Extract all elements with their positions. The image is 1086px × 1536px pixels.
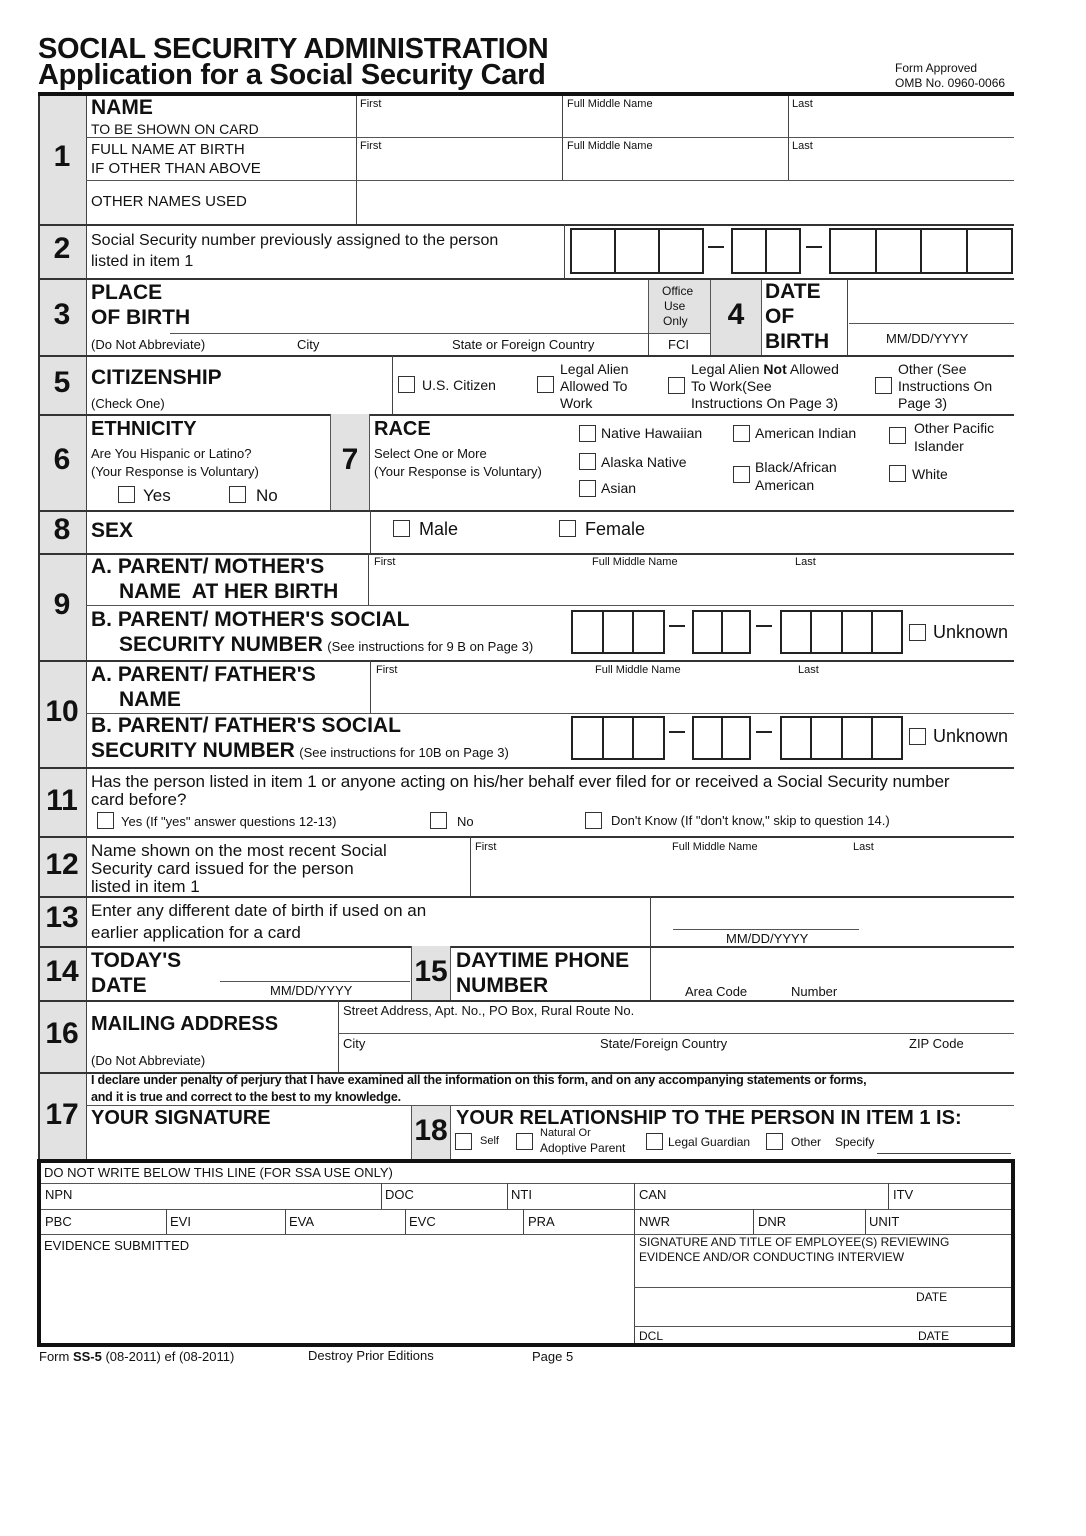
hispanic-no-label: No (256, 486, 278, 505)
prior-card-question-1: Has the person listed in item 1 or anyone acting on his/her behalf ever filed for or received a Social Security number (91, 772, 950, 791)
father-name-title-1: A. PARENT/ FATHER'S (91, 663, 316, 686)
item-number-15: 15 (414, 955, 448, 988)
pbc-field: PBC (45, 1214, 72, 1229)
col-first: First (376, 664, 398, 676)
name-on-card-middle-input[interactable] (564, 112, 786, 136)
place-of-birth-input[interactable] (170, 282, 645, 332)
father-ssn-title-2: SECURITY NUMBER (See instructions for 10B on Page 3) (91, 739, 509, 762)
form-approved: Form Approved (895, 61, 978, 75)
mother-name-input[interactable] (372, 572, 1012, 603)
do-not-abbreviate: (Do Not Abbreviate) (91, 337, 206, 352)
hispanic-question: Are You Hispanic or Latino? (91, 446, 252, 461)
mother-ssn-serial-input[interactable] (780, 610, 903, 654)
destroy-prior-editions: Destroy Prior Editions (308, 1348, 434, 1363)
prior-ssn-group-input[interactable] (731, 228, 801, 274)
other-pacific-label-1: Other Pacific (914, 420, 995, 436)
different-dob-label-1: Enter any different date of birth if used on an (91, 901, 427, 920)
different-dob-label-2: earlier application for a card (91, 923, 301, 942)
father-ssn-serial-input[interactable] (780, 716, 903, 760)
item-number-14: 14 (45, 955, 79, 988)
city-label: City (297, 337, 320, 352)
father-unknown-label: Unknown (933, 726, 1009, 746)
ethnicity-title: ETHNICITY (91, 418, 197, 440)
todays-date-title-2: DATE (91, 974, 147, 997)
office-use-2: Use (664, 299, 686, 313)
father-ssn-group-input[interactable] (692, 716, 751, 760)
check-one: (Check One) (91, 396, 165, 411)
office-use-3: Only (663, 314, 688, 328)
phone-title-1: DAYTIME PHONE (456, 949, 630, 972)
hispanic-yes-checkbox[interactable] (118, 486, 135, 503)
area-code-label: Area Code (685, 984, 748, 999)
prior-ssn-area-input[interactable] (570, 228, 704, 274)
do-not-write-label: DO NOT WRITE BELOW THIS LINE (FOR SSA USE ONLY) (44, 1165, 393, 1180)
alaska-native-checkbox[interactable] (579, 453, 596, 470)
item-number-12: 12 (45, 848, 79, 881)
female-checkbox[interactable] (559, 520, 576, 537)
nwr-field: NWR (639, 1214, 671, 1229)
birth-middle-input[interactable] (564, 154, 786, 178)
recent-card-label-2: Security card issued for the person (91, 859, 354, 878)
prior-card-yes-checkbox[interactable] (97, 812, 114, 829)
father-ssn-unknown-checkbox[interactable] (909, 728, 926, 745)
not-allowed-label-1: Legal Alien Not Allowed (691, 361, 839, 377)
itv-field: ITV (893, 1187, 914, 1202)
not-allowed-label-3: Instructions On Page 3) (691, 395, 839, 411)
legal-alien-label-1: Legal Alien (560, 361, 629, 377)
item-number-16: 16 (45, 1017, 79, 1050)
mailing-city-label: City (343, 1036, 366, 1051)
black-label-1: Black/African (755, 459, 837, 475)
can-field: CAN (639, 1187, 667, 1202)
mother-unknown-label: Unknown (933, 622, 1009, 642)
col-middle: Full Middle Name (672, 841, 758, 853)
col-first: First (360, 140, 382, 152)
perjury-declaration-1: I declare under penalty of perjury that I have examined all the information on this form, and on any accompanying statements or forms, (91, 1073, 867, 1087)
father-ssn-area-input[interactable] (571, 716, 665, 760)
mailing-address-title: MAILING ADDRESS (91, 1013, 279, 1035)
white-checkbox[interactable] (889, 465, 906, 482)
prior-ssn-label-1: Social Security number previously assigned to the person (91, 232, 499, 249)
signature-title: YOUR SIGNATURE (91, 1107, 271, 1129)
race-title: RACE (374, 418, 431, 440)
american-indian-checkbox[interactable] (733, 425, 750, 442)
us-citizen-label: U.S. Citizen (422, 377, 496, 393)
specify-label: Specify (835, 1135, 875, 1149)
prior-ssn-serial-input[interactable] (829, 228, 1013, 274)
npn-field: NPN (45, 1187, 73, 1202)
other-names-label: OTHER NAMES USED (91, 193, 247, 210)
state-label: State or Foreign Country (452, 337, 595, 352)
todays-date-title-1: TODAY'S (91, 949, 182, 972)
name-subtitle: TO BE SHOWN ON CARD (91, 121, 259, 137)
mother-ssn-title-1: B. PARENT/ MOTHER'S SOCIAL (91, 608, 410, 631)
eva-field: EVA (289, 1214, 315, 1229)
dob-title-3: BIRTH (765, 330, 830, 353)
street-address-input[interactable] (342, 1018, 1012, 1032)
evi-field: EVI (170, 1214, 191, 1229)
item-number-2: 2 (53, 232, 71, 265)
native-hawaiian-label: Native Hawaiian (601, 425, 703, 441)
item-number-18: 18 (414, 1114, 448, 1147)
birth-name-label-1: FULL NAME AT BIRTH (91, 141, 245, 158)
guardian-label: Legal Guardian (668, 1135, 751, 1149)
todays-date-input[interactable] (220, 952, 408, 980)
doc-field: DOC (385, 1187, 414, 1202)
name-title: NAME (91, 96, 153, 119)
col-first: First (374, 556, 396, 568)
male-checkbox[interactable] (393, 520, 410, 537)
todays-date-format: MM/DD/YYYY (270, 983, 353, 998)
col-first: First (360, 98, 382, 110)
office-use-1: Office (662, 284, 694, 298)
birth-last-input[interactable] (790, 154, 1012, 178)
recent-card-label-3: listed in item 1 (91, 877, 200, 896)
mailing-do-not-abbreviate: (Do Not Abbreviate) (91, 1053, 206, 1068)
race-voluntary: (Your Response is Voluntary) (374, 464, 542, 479)
col-last: Last (798, 664, 819, 676)
mother-ssn-unknown-checkbox[interactable] (909, 624, 926, 641)
prior-card-dont-know-label: Don't Know (If "don't know," skip to question 14.) (611, 813, 890, 828)
item-number-7: 7 (341, 443, 359, 476)
col-first: First (475, 841, 497, 853)
item-number-17: 17 (45, 1098, 79, 1131)
american-indian-label: American Indian (755, 425, 857, 441)
mailing-state-label: State/Foreign Country (600, 1036, 728, 1051)
other-pacific-label-2: Islander (914, 438, 964, 454)
dob-title-2: OF (765, 305, 795, 328)
other-pacific-islander-checkbox[interactable] (889, 427, 906, 444)
item-number-9: 9 (53, 588, 71, 621)
item-number-10: 10 (45, 695, 79, 728)
dob-format: MM/DD/YYYY (886, 331, 969, 346)
col-middle: Full Middle Name (592, 556, 678, 568)
item-number-8: 8 (53, 513, 71, 546)
prior-card-question-2: card before? (91, 790, 187, 809)
col-last: Last (853, 841, 874, 853)
other-label-2: Instructions On (898, 378, 993, 394)
street-label: Street Address, Apt. No., PO Box, Rural Route No. (343, 1003, 635, 1018)
relationship-self-checkbox[interactable] (455, 1133, 472, 1150)
employee-signature-label-2: EVIDENCE AND/OR CONDUCTING INTERVIEW (639, 1250, 905, 1264)
other-label-3: Page 3) (898, 395, 948, 411)
not-allowed-label-2: To Work(See (691, 378, 772, 394)
nti-field: NTI (511, 1187, 532, 1202)
phone-number-input[interactable] (780, 950, 1010, 980)
race-question: Select One or More (374, 446, 487, 461)
phone-title-2: NUMBER (456, 974, 549, 997)
sex-title: SEX (91, 519, 134, 542)
place-of-birth-title-1: PLACE (91, 281, 163, 304)
form-number: Form SS-5 (08-2011) ef (08-2011) (39, 1349, 235, 1364)
relationship-title: YOUR RELATIONSHIP TO THE PERSON IN ITEM 1 IS: (456, 1107, 962, 1129)
dcl-date-label: DATE (918, 1329, 950, 1343)
prior-card-dont-know-checkbox[interactable] (585, 812, 602, 829)
city-state-zip-input[interactable] (342, 1052, 1012, 1070)
item-number-4: 4 (727, 298, 745, 331)
hispanic-yes-label: Yes (143, 486, 171, 505)
different-dob-format: MM/DD/YYYY (726, 931, 809, 946)
number-label: Number (791, 984, 838, 999)
recent-card-label-1: Name shown on the most recent Social (91, 841, 387, 860)
perjury-declaration-2: and it is true and correct to the best to my knowledge. (91, 1090, 401, 1104)
mother-ssn-group-input[interactable] (692, 610, 751, 654)
item-number-3: 3 (53, 298, 71, 331)
relationship-parent-checkbox[interactable] (516, 1133, 533, 1150)
evidence-submitted-field: EVIDENCE SUBMITTED (44, 1238, 190, 1253)
agency-title: SOCIAL SECURITY ADMINISTRATION (38, 33, 549, 65)
unit-field: UNIT (869, 1214, 900, 1229)
pra-field: PRA (528, 1214, 555, 1229)
mother-name-title-1: A. PARENT/ MOTHER'S (91, 555, 325, 578)
male-label: Male (419, 519, 459, 539)
birth-first-input[interactable] (358, 154, 560, 178)
phone-area-code-input[interactable] (680, 950, 770, 980)
dob-input[interactable] (850, 282, 1012, 322)
other-names-input[interactable] (358, 184, 1012, 222)
dcl-label: DCL (639, 1329, 664, 1343)
us-citizen-checkbox[interactable] (398, 376, 415, 393)
ethnicity-voluntary: (Your Response is Voluntary) (91, 464, 259, 479)
col-middle: Full Middle Name (595, 664, 681, 676)
fci-label: FCI (668, 337, 689, 352)
page-number: Page 5 (532, 1349, 574, 1364)
col-last: Last (792, 98, 813, 110)
legal-alien-allowed-checkbox[interactable] (537, 376, 554, 393)
prior-card-no-label: No (457, 814, 474, 829)
parent-label-1: Natural Or (540, 1127, 591, 1139)
prior-card-no-checkbox[interactable] (430, 812, 447, 829)
specify-input[interactable] (877, 1138, 1011, 1154)
hispanic-no-checkbox[interactable] (229, 486, 246, 503)
self-label: Self (480, 1135, 499, 1147)
legal-alien-not-allowed-checkbox[interactable] (668, 377, 685, 394)
col-middle: Full Middle Name (567, 98, 653, 110)
black-african-american-checkbox[interactable] (733, 466, 750, 483)
employee-signature-label-1: SIGNATURE AND TITLE OF EMPLOYEE(S) REVIEWING (639, 1235, 950, 1249)
office-date-label: DATE (916, 1290, 948, 1304)
mother-ssn-title-2: SECURITY NUMBER (See instructions for 9 B on Page 3) (119, 633, 534, 656)
birth-name-label-2: IF OTHER THAN ABOVE (91, 160, 261, 177)
female-label: Female (585, 519, 646, 539)
item-number-11: 11 (46, 784, 78, 817)
form-title: Application for a Social Security Card (38, 59, 546, 91)
header-rule (38, 92, 1014, 96)
evc-field: EVC (409, 1214, 436, 1229)
item-number-6: 6 (53, 443, 71, 476)
item-number-13: 13 (45, 901, 79, 934)
citizenship-title: CITIZENSHIP (91, 366, 222, 389)
legal-alien-label-2: Allowed To (560, 378, 628, 394)
father-ssn-title-1: B. PARENT/ FATHER'S SOCIAL (91, 714, 401, 737)
signature-input[interactable] (90, 1132, 408, 1156)
relationship-other-checkbox[interactable] (766, 1133, 783, 1150)
relationship-guardian-checkbox[interactable] (646, 1133, 663, 1150)
item-number-1: 1 (53, 140, 71, 173)
different-dob-input[interactable] (673, 902, 859, 928)
parent-label-2: Adoptive Parent (540, 1141, 626, 1155)
recent-card-name-input[interactable] (474, 857, 1012, 894)
zip-label: ZIP Code (909, 1036, 964, 1051)
place-of-birth-title-2: OF BIRTH (91, 306, 191, 329)
col-middle: Full Middle Name (567, 140, 653, 152)
white-label: White (912, 466, 948, 482)
dob-title-1: DATE (765, 280, 821, 303)
other-relationship-label: Other (791, 1135, 822, 1149)
prior-card-yes-label: Yes (If "yes" answer questions 12-13) (121, 814, 337, 829)
col-last: Last (795, 556, 816, 568)
name-on-card-first-input[interactable] (358, 112, 560, 136)
asian-label: Asian (601, 480, 637, 496)
prior-ssn-label-2: listed in item 1 (91, 253, 194, 270)
mother-ssn-area-input[interactable] (571, 610, 665, 654)
asian-checkbox[interactable] (579, 480, 596, 497)
dnr-field: DNR (758, 1214, 787, 1229)
mother-name-title-2: NAME AT HER BIRTH (119, 580, 339, 603)
other-citizenship-checkbox[interactable] (875, 377, 892, 394)
legal-alien-label-3: Work (560, 395, 593, 411)
omb-number: OMB No. 0960-0066 (895, 76, 1006, 90)
alaska-native-label: Alaska Native (601, 454, 687, 470)
other-label-1: Other (See (898, 361, 967, 377)
father-name-title-2: NAME (119, 688, 181, 711)
father-name-input[interactable] (374, 680, 1012, 711)
col-last: Last (792, 140, 813, 152)
item-number-5: 5 (53, 366, 71, 399)
black-label-2: American (755, 477, 815, 493)
name-on-card-last-input[interactable] (790, 112, 1012, 136)
native-hawaiian-checkbox[interactable] (579, 425, 596, 442)
